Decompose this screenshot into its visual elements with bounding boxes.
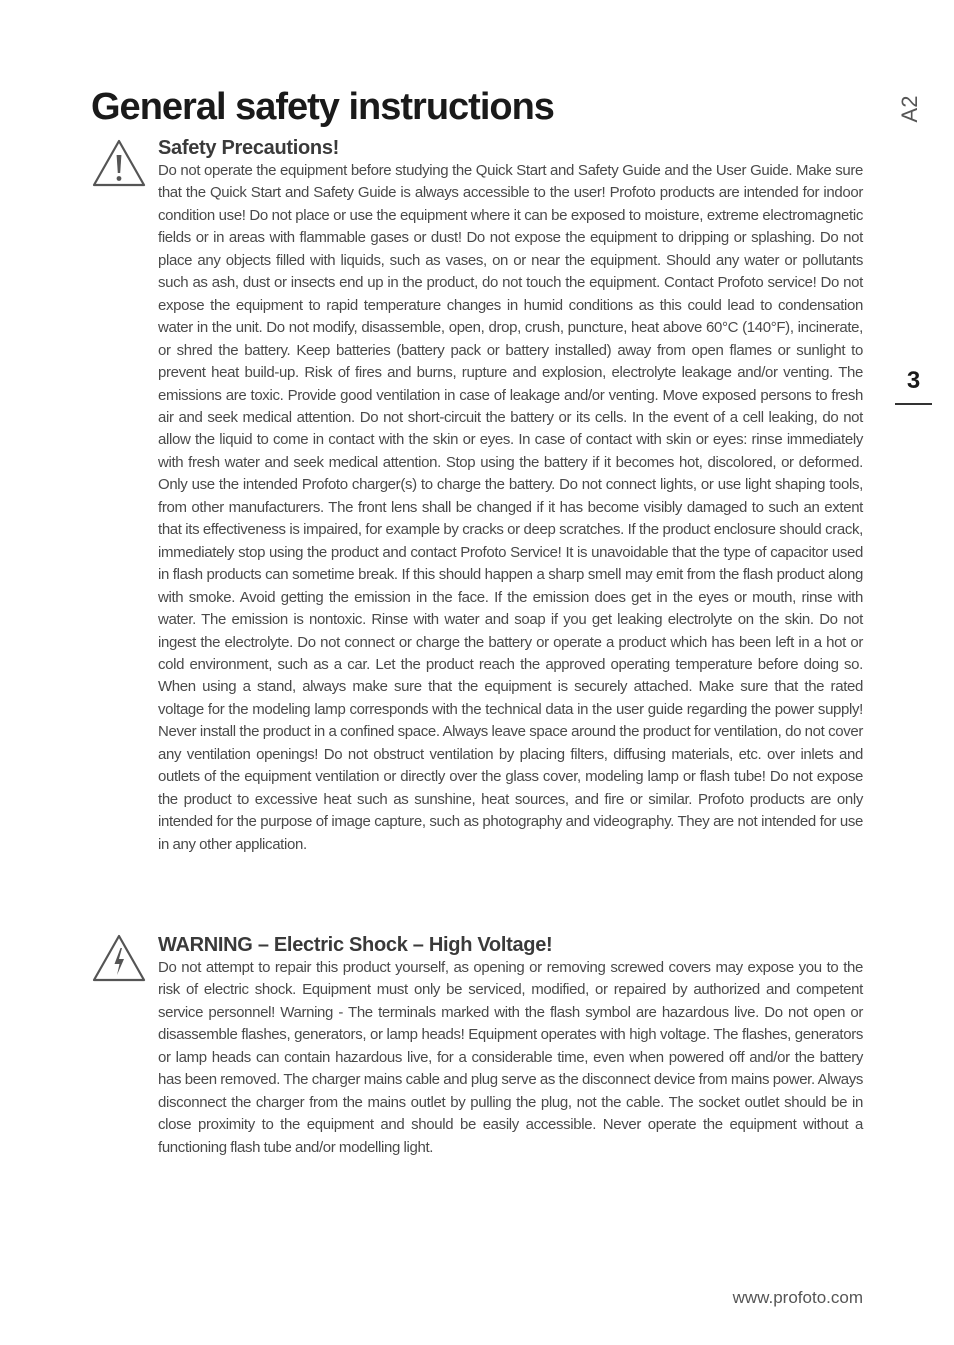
page-number-rule [895, 403, 932, 405]
warning-exclamation-icon [91, 138, 147, 188]
electric-shock-warning-icon [91, 933, 147, 983]
section-code: A2 [897, 95, 922, 123]
section-heading: Safety Precautions! [158, 137, 340, 159]
section-text: Do not attempt to repair this product yourself, as opening or removing screwed covers may expose you to the risk of electric shock. Equipment must only be serviced, modified, or repaired by authorized and competent service personnel! Warning - The terminals marked with the flash symbol are hazardous live. Do not open or disassemble flashes, generators, or lamp heads! Equipment operates with high voltage. The flashes, generators or lamp heads can contain hazardous live, for a considerable time, even when powered off and/or the battery has been removed. The charger mains cable and plug serve as the disconnect device from mains power. Always disconnect the charger from the mains outlet by pulling the plug, not the cable. The socket outlet should be in close proximity to the equipment and should be easily accessible. Never operate the equipment without a functioning flash tube and/or modelling light. [158, 959, 863, 1156]
safety-precautions-body [158, 136, 863, 856]
page-title: General safety instructions [91, 86, 554, 128]
electric-shock-warning-body [158, 933, 863, 1159]
page-number: 3 [906, 367, 921, 394]
section-text: Do not operate the equipment before studying the Quick Start and Safety Guide and the User Guide. Make sure that the Quick Start and Safety Guide is always accessible to the user! Profoto products are intended for indoor condition use! Do not place or use the equipment where it can be exposed to moisture, extreme electromagnetic fields or in areas with flammable gases or dust! Do not expose the equipment to dripping or splashing. Do not place any objects filled with liquids, such as vases, on or near the equipment. Should any water or pollutants such as ash, dust or insects end up in the product, do not touch the equipment. Contact Profoto service! Do not expose the equipment to rapid temperature changes in humid conditions as this could lead to condensation water in the unit. Do not modify, disassemble, open, drop, crush, puncture, heat above 60°C (140°F), incinerate, or shred the battery. Keep batteries (battery pack or battery installed) away from open flames or sunlight to prevent heat build-up. Risk of fires and burns, rupture and explosion, electrolyte leakage and/or venting. The emissions are toxic. Provide good ventilation in case of leakage and/or venting. Move exposed persons to fresh air and seek medical attention. Do not short-circuit the battery or its cells. In the event of a cell leaking, do not allow the liquid to come in contact with the skin or eyes. In case of contact with skin or eyes: rinse immediately with fresh water and seek medical attention. Stop using the battery if it becomes hot, discolored, or deformed. Only use the intended Profoto charger(s) to charge the battery. Do not connect lights, or use light shaping tools, from other manufacturers. The front lens shall be changed if it has become visibly damaged to such an extent that its effectiveness is impaired, for example by cracks or deep scratches. If the product enclosure should crack, immediately stop using the product and contact Profoto Service! It is unavoidable that the type of capacitor used in flash products can sometime break. If this should happen a sharp smell may emit from the flash product along with smoke. Avoid getting the emission in the face. If the emission does get in the eyes or mouth, rinse with water. The emission is nontoxic. Rinse with water and soap if you get leaking electrolyte on the skin. Do not ingest the electrolyte. Do not connect or charge the battery or operate a product which has been left in a hot or cold environment, such as a car. Let the product reach the approved operating temperature before doing so. When using a stand, always make sure that the equipment is securely attached. Make sure that the rated voltage for the modeling lamp corresponds with the technical data in the user guide regarding the power supply! Never install the product in a confined space. Always leave space around the product for ventilation, do not cover any ventilation openings! Do not obstruct ventilation by placing filters, diffusing materials, etc. over inlets and outlets of the equipment ventilation or directly over the glass cover, modeling lamp or flash tube! Do not expose the product to excessive heat such as sunshine, heat sources, and fire or similar. Profoto products are only intended for the purpose of image capture, such as photography and videography. They are not intended for use in any other application. [158, 162, 863, 853]
section-heading: WARNING – Electric Shock – High Voltage! [158, 934, 553, 956]
footer-website: www.profoto.com [732, 1288, 863, 1307]
